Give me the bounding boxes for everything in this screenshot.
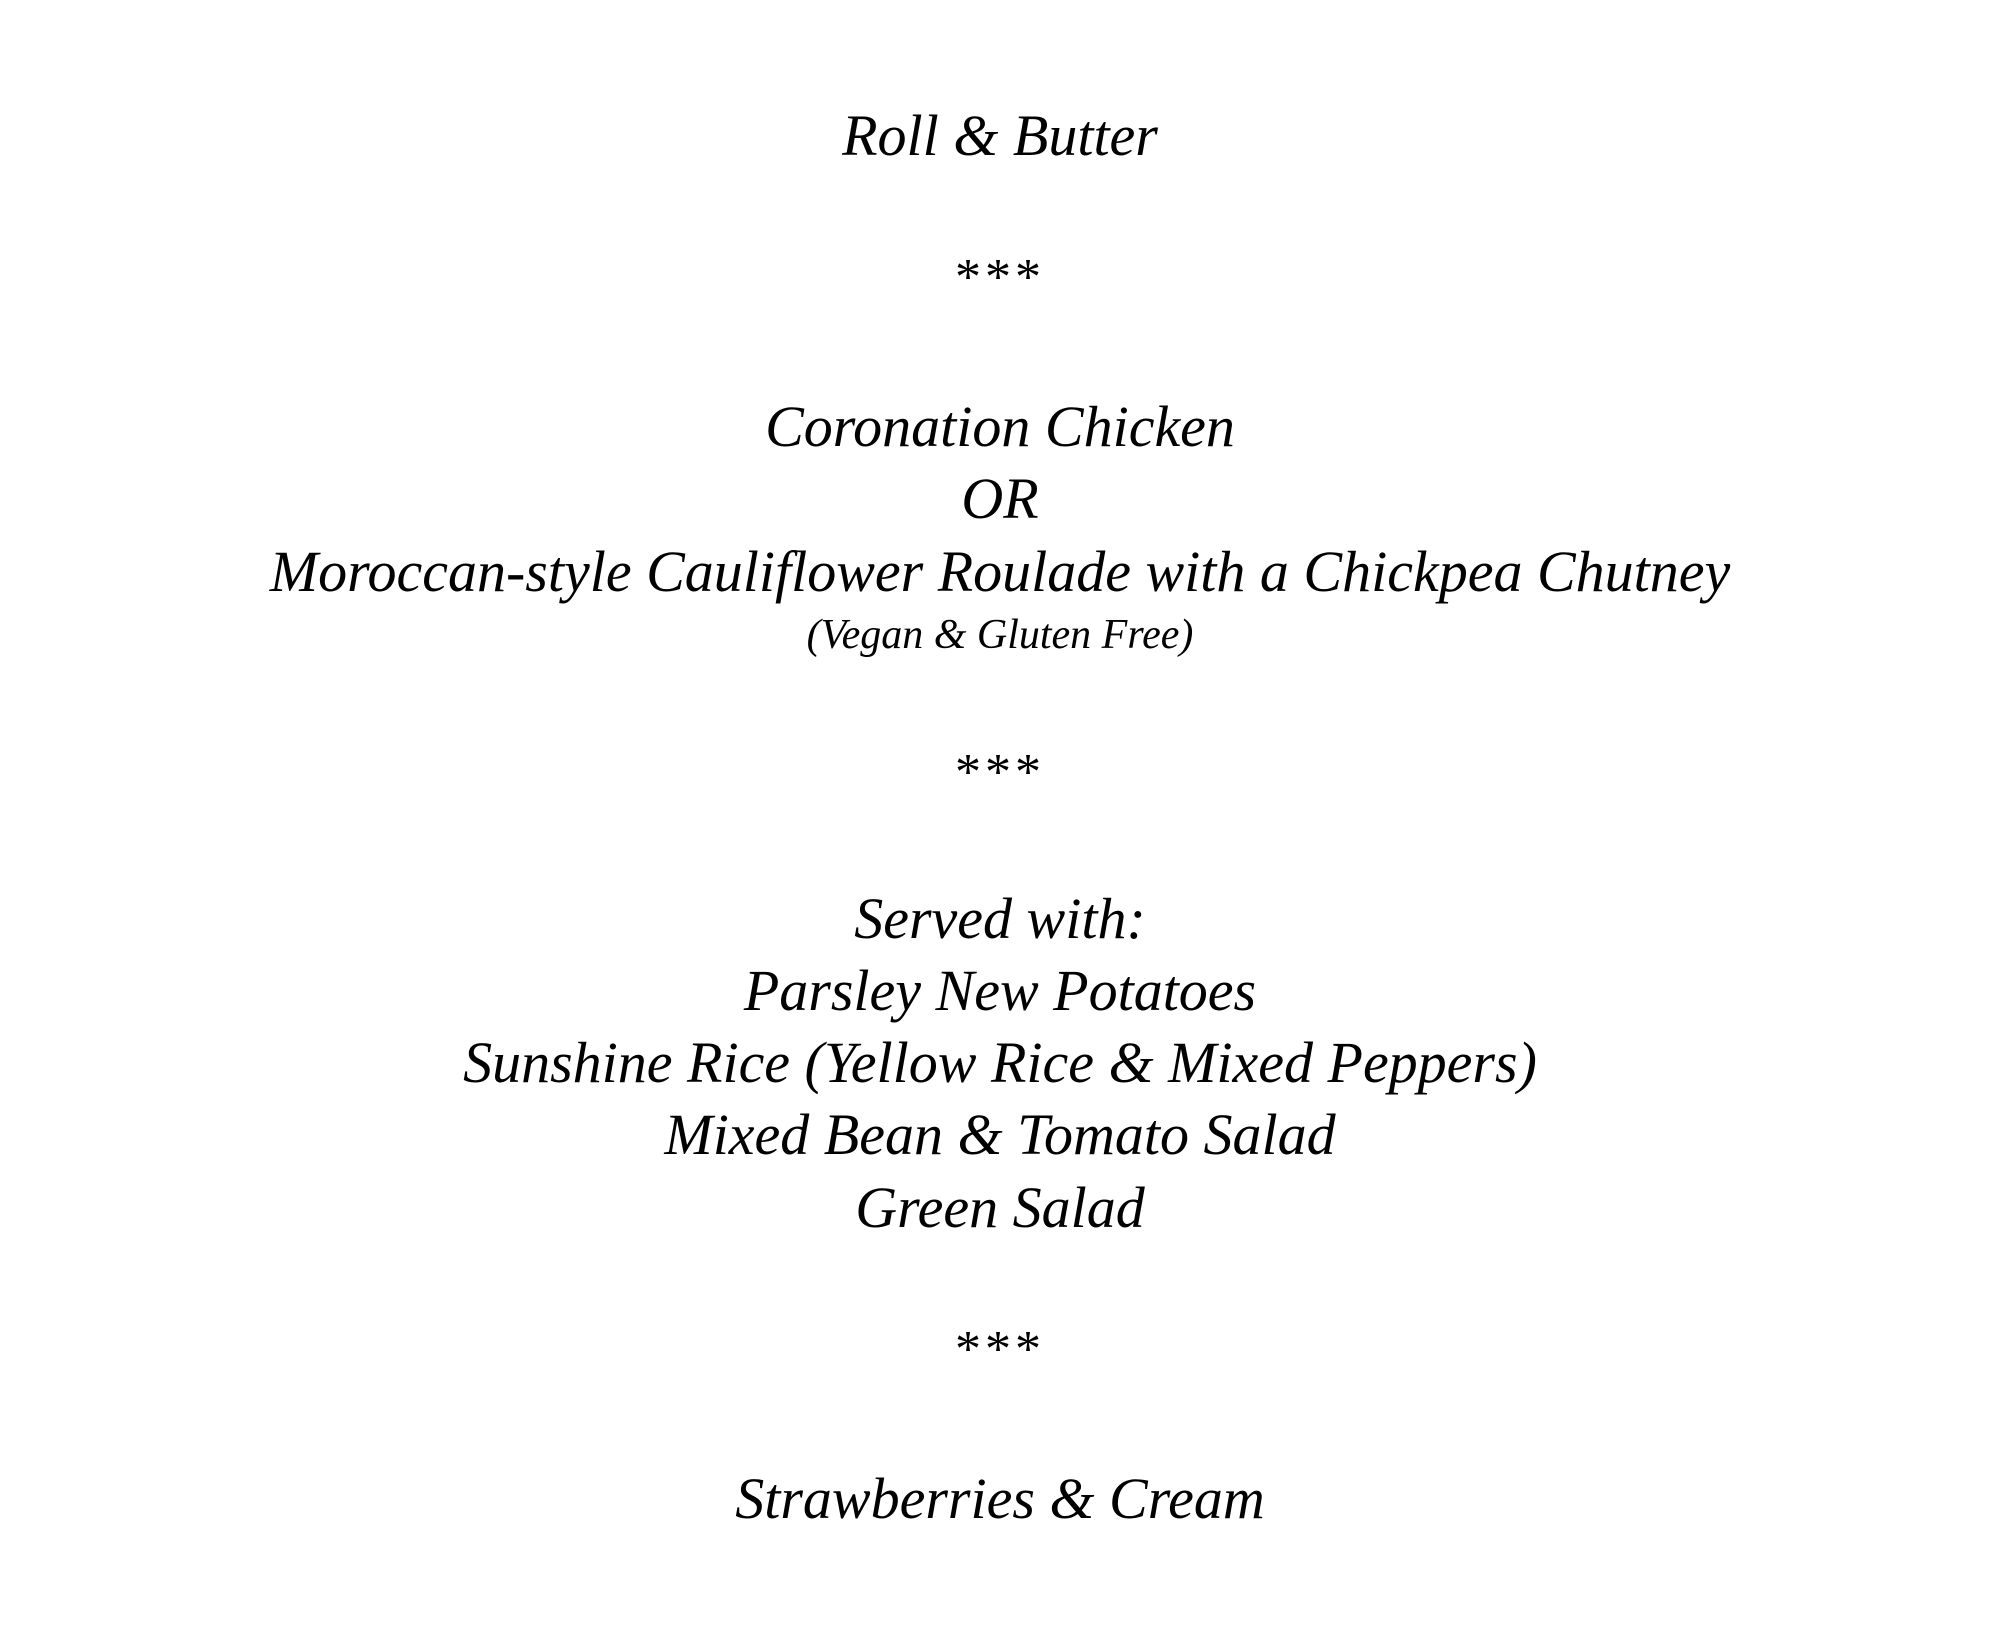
section-separator: *** xyxy=(955,1321,1045,1378)
dietary-note: (Vegan & Gluten Free) xyxy=(806,612,1194,658)
side-item: Parsley New Potatoes xyxy=(743,958,1257,1023)
section-separator: *** xyxy=(955,744,1045,801)
sides-heading: Served with: xyxy=(854,886,1146,951)
main-option-2: Moroccan-style Cauliflower Roulade with a Chickpea Chutney xyxy=(269,539,1731,604)
main-conjunction: OR xyxy=(961,466,1039,531)
side-item: Mixed Bean & Tomato Salad xyxy=(664,1102,1336,1167)
side-item: Sunshine Rice (Yellow Rice & Mixed Peppers) xyxy=(463,1030,1537,1095)
side-item: Green Salad xyxy=(855,1175,1145,1240)
starter-item: Roll & Butter xyxy=(842,103,1158,168)
dessert-item: Strawberries & Cream xyxy=(735,1466,1265,1531)
main-option-1: Coronation Chicken xyxy=(765,394,1235,459)
section-separator: *** xyxy=(955,249,1045,306)
